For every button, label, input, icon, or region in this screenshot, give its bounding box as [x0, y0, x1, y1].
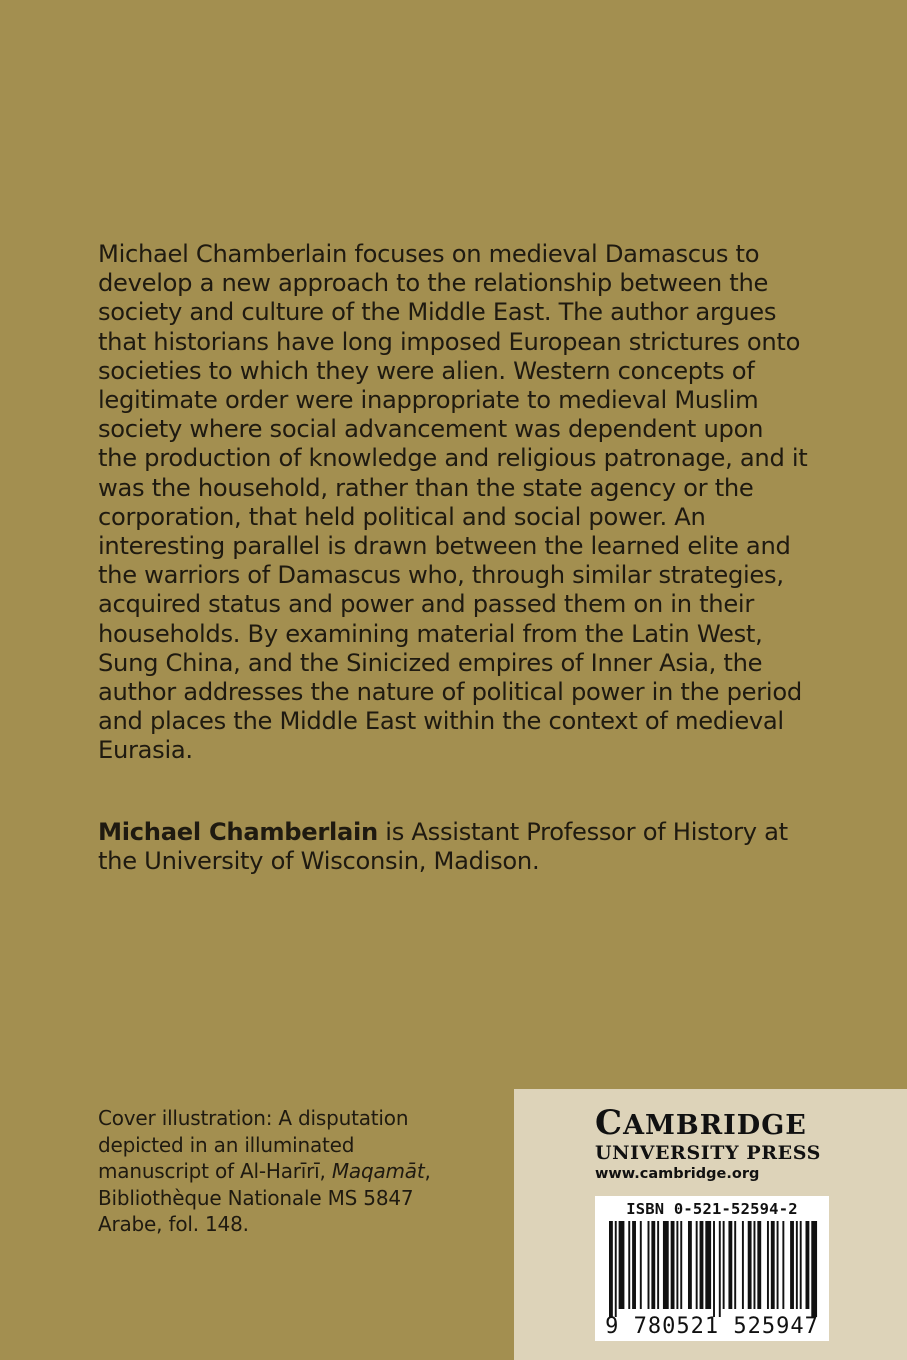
- author-name: Michael Chamberlain: [98, 818, 378, 846]
- barcode-bar: [790, 1221, 794, 1309]
- barcode-bar: [640, 1221, 642, 1309]
- credit-line-3-pre: manuscript of Al-Harīrī,: [98, 1159, 332, 1183]
- barcode-bar: [767, 1221, 769, 1309]
- publisher-logo: [595, 1105, 821, 1184]
- credit-line-3: [98, 1158, 478, 1185]
- barcode-bar: [696, 1221, 698, 1309]
- barcode-bar: [728, 1221, 732, 1309]
- barcode-bar: [680, 1221, 682, 1309]
- barcode-bar: [628, 1221, 630, 1309]
- barcode-bar: [676, 1221, 678, 1309]
- barcode-bar: [777, 1221, 779, 1309]
- publisher-panel: [514, 1089, 907, 1360]
- cover-illustration-credit: [98, 1105, 478, 1238]
- barcode-bar: [663, 1221, 669, 1309]
- barcode-bar: [671, 1221, 675, 1309]
- publisher-name-initial: C: [595, 1103, 624, 1143]
- barcode-bar: [615, 1221, 617, 1317]
- ean-number: 9 780521 525947: [605, 1314, 819, 1339]
- barcode-bar: [811, 1221, 817, 1317]
- barcode-bar: [782, 1221, 784, 1309]
- barcode-bar: [796, 1221, 798, 1309]
- credit-line-3-post: ,: [424, 1159, 431, 1183]
- barcode-bar: [734, 1221, 736, 1309]
- barcode-bar: [619, 1221, 625, 1309]
- barcode-bar: [609, 1221, 613, 1317]
- barcode-bar: [806, 1221, 810, 1309]
- barcode-icon: [609, 1221, 819, 1317]
- barcode-bar: [713, 1221, 715, 1317]
- author-bio: [98, 818, 808, 876]
- credit-line-1: Cover illustration: A disputation: [98, 1106, 409, 1130]
- credit-work-title: Maqamāt: [331, 1159, 425, 1183]
- barcode-box: [595, 1196, 829, 1341]
- barcode-bar: [771, 1221, 775, 1309]
- publisher-name-rest: AMBRIDGE: [623, 1110, 807, 1141]
- barcode-bar: [688, 1221, 692, 1309]
- author-bio-text: is Assistant Professor of History at the University of Wisconsin, Madison.: [98, 818, 788, 876]
- publisher-subtitle: UNIVERSITY PRESS: [595, 1142, 821, 1164]
- barcode-bar: [651, 1221, 655, 1309]
- publisher-url: www.cambridge.org: [595, 1166, 760, 1182]
- barcode-bar: [754, 1221, 756, 1309]
- barcode-bar: [700, 1221, 704, 1309]
- barcode-bar: [657, 1221, 659, 1309]
- barcode-bar: [723, 1221, 725, 1309]
- barcode-bar: [800, 1221, 802, 1309]
- barcode-bar: [742, 1221, 744, 1309]
- credit-line-5: Arabe, fol. 148.: [98, 1212, 249, 1236]
- barcode-bar: [719, 1221, 721, 1317]
- credit-line-2: depicted in an illuminated: [98, 1132, 355, 1157]
- barcode-bar: [648, 1221, 650, 1309]
- barcode-bar: [632, 1221, 636, 1309]
- credit-line-4: Bibliothèque Nationale MS 5847: [98, 1185, 414, 1210]
- book-description: Michael Chamberlain focuses on medieval Damascus to develop a new approach to the relationship between the society and culture of the Middle East. The author argues that historians have long imposed European strictures onto societies to which they were alien. Western concepts of legitimate order were inappropriate to medieval Muslim society where social advancement was dependent upon the production of knowledge and religious patronage, and it was the household, rather than the state agency or the corporation, that held political and social power. An interesting parallel is drawn between the learned elite and the warriors of Damascus who, through similar strategies, acquired status and power and passed them on in their households. By examining material from the Latin West, Sung China, and the Sinicized empires of Inner Asia, the author addresses the nature of political power in the period and places the Middle East within the context of medieval Eurasia.: [98, 240, 808, 765]
- barcode-bar: [757, 1221, 761, 1309]
- publisher-name: [595, 1105, 821, 1144]
- barcode-bar: [705, 1221, 711, 1309]
- barcode-bar: [748, 1221, 752, 1309]
- isbn-text: ISBN 0-521-52594-2: [626, 1200, 798, 1218]
